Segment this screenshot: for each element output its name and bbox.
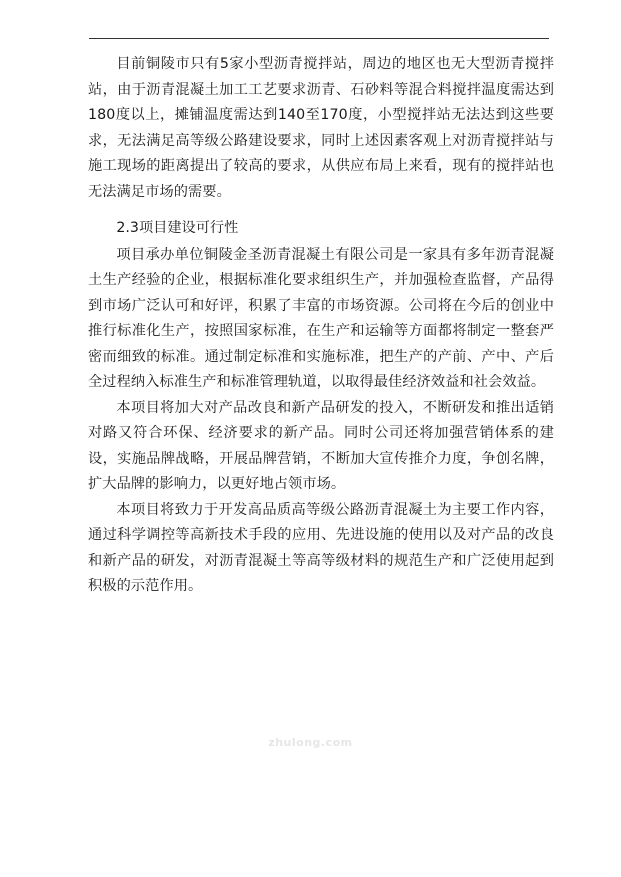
paragraph-product-development: 本项目将加大对产品改良和新产品研发的投入，不断研发和推出适销对路又符合环保、经济要求的新产品。同时公司还将加强营销体系的建设，实施品牌战略，开展品牌营销，不断加大宣传推介力度，争创名牌，扩大品牌的影响力，以更好地占领市场。 xyxy=(88,399,554,492)
paragraph-company-intro: 项目承办单位铜陵金圣沥青混凝土有限公司是一家具有多年沥青混凝土生产经验的企业，根据标准化要求组织生产，并加强检查监督，产品得到市场广泛认可和好评，积累了丰富的市场资源。公司将在今后的创业中推行标准化生产，按照国家标准，在生产和运输等方面都将制定一整套严密而细致的标准。通过制定标准和实施标准，把生产的产前、产中、产后全过程纳入标准生产和标准管理轨道，以取得最佳经济效益和社会效益。 xyxy=(88,246,554,390)
section-heading: 2.3项目建设可行性 xyxy=(116,220,239,236)
paragraph-current-situation: 目前铜陵市只有5家小型沥青搅拌站，周边的地区也无大型沥青搅拌站，由于沥青混凝土加工工艺要求沥青、石砂料等混合料搅拌温度需达到180度以上，摊铺温度需达到140至170度，小型搅拌站无法达到这些要求，无法满足高等级公路建设要求，同时上述因素客观上对沥青搅拌站与施工现场的距离提出了较高的要求，从供应布局上来看，现有的搅拌站也无法满足市场的需要。 xyxy=(88,56,554,200)
paragraph-project-goal: 本项目将致力于开发高品质高等级公路沥青混凝土为主要工作内容，通过科学调控等高新技术手段的应用、先进设施的使用以及对产品的改良和新产品的研发，对沥青混凝土等高等级材料的规范生产和广泛使用起到积极的示范作用。 xyxy=(88,501,554,594)
watermark-text: zhulong.com xyxy=(268,736,353,749)
document-body xyxy=(88,52,554,600)
header-rule xyxy=(89,38,549,39)
